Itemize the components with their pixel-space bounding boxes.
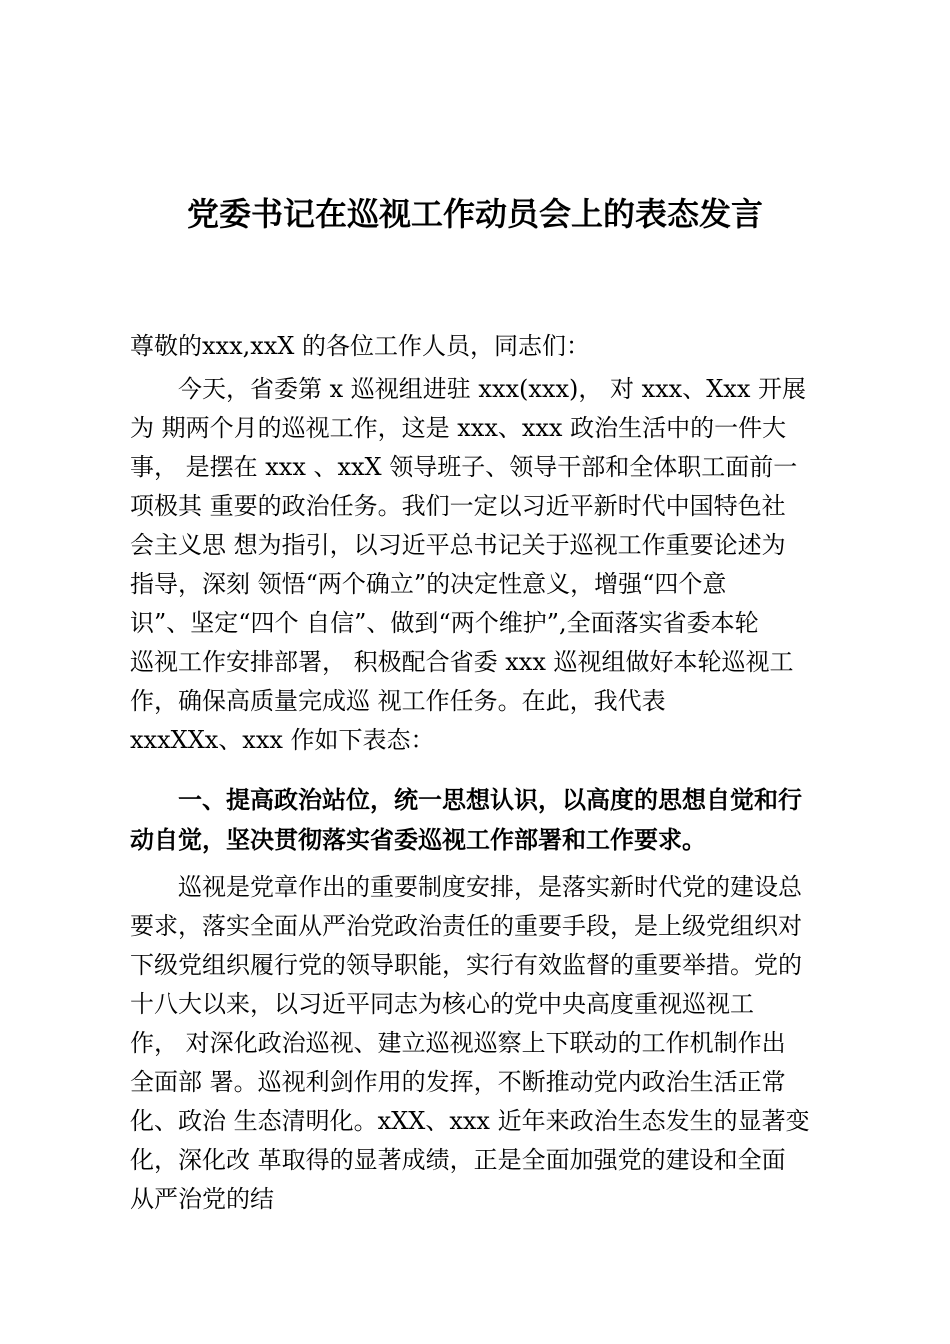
paragraph-2 [130,868,830,1219]
salutation: 尊敬的xxx,xxX 的各位工作人员，同志们： [130,332,591,360]
paragraph-1-line: 识”、坚定“四个 自信”、做到“两个维护”,全面落实省委本轮 [130,609,759,637]
paragraph-2-line: 要求，落实全面从严治党政治责任的重要手段，是上级党组织对 [130,912,802,940]
paragraph-1-line: 事， 是摆在 xxx 、xxX 领导班子、领导干部和全体职工面前一 [130,453,798,481]
section-heading-1 [130,780,830,860]
paragraph-1-line: 项极其 重要的政治任务。我们一定以习近平新时代中国特色社 [130,492,786,520]
paragraph-1-line: 指导，深刻 领悟“两个确立”的决定性意义，增强“四个意 [130,570,727,598]
paragraph-2-line: 十八大以来，以习近平同志为核心的党中央高度重视巡视工 [130,990,754,1018]
section-heading-line: 动自觉，坚决贯彻落实省委巡视工作部署和工作要求。 [130,826,706,854]
paragraph-2-line: 全面部 署。巡视利剑作用的发挥，不断推动党内政治生活正常 [130,1068,786,1096]
section-heading-line: 一、提高政治站位，统一思想认识，以高度的思想自觉和行 [178,786,802,814]
document-title: 党委书记在巡视工作动员会上的表态发言 [186,195,763,233]
paragraph-2-line: 化，深化改 革取得的显著成绩，正是全面加强党的建设和全面 [130,1146,786,1174]
paragraph-1-line: xxxXXx、xxx 作如下表态： [130,726,435,754]
paragraph-1-line: 为 期两个月的巡视工作，这是 xxx、xxx 政治生活中的一件大 [130,414,787,442]
paragraph-2-line: 作， 对深化政治巡视、建立巡视巡察上下联动的工作机制作出 [130,1029,786,1057]
paragraph-2-line: 巡视是党章作出的重要制度安排，是落实新时代党的建设总 [178,873,802,901]
paragraph-2-line: 从严治党的结 [130,1185,274,1213]
paragraph-2-line: 化、政治 生态清明化。xXX、xxx 近年来政治生态发生的显著变 [130,1107,810,1135]
paragraph-2-line: 下级党组织履行党的领导职能，实行有效监督的重要举措。党的 [130,951,802,979]
paragraph-1 [130,370,830,760]
paragraph-1-line: 今天，省委第 x 巡视组进驻 xxx(xxx)， 对 xxx、Xxx 开展 [178,375,807,403]
paragraph-1-line: 会主义思 想为指引，以习近平总书记关于巡视工作重要论述为 [130,531,786,559]
paragraph-1-line: 作，确保高质量完成巡 视工作任务。在此，我代表 [130,687,666,715]
paragraph-1-line: 巡视工作安排部署， 积极配合省委 xxx 巡视组做好本轮巡视工 [130,648,794,676]
